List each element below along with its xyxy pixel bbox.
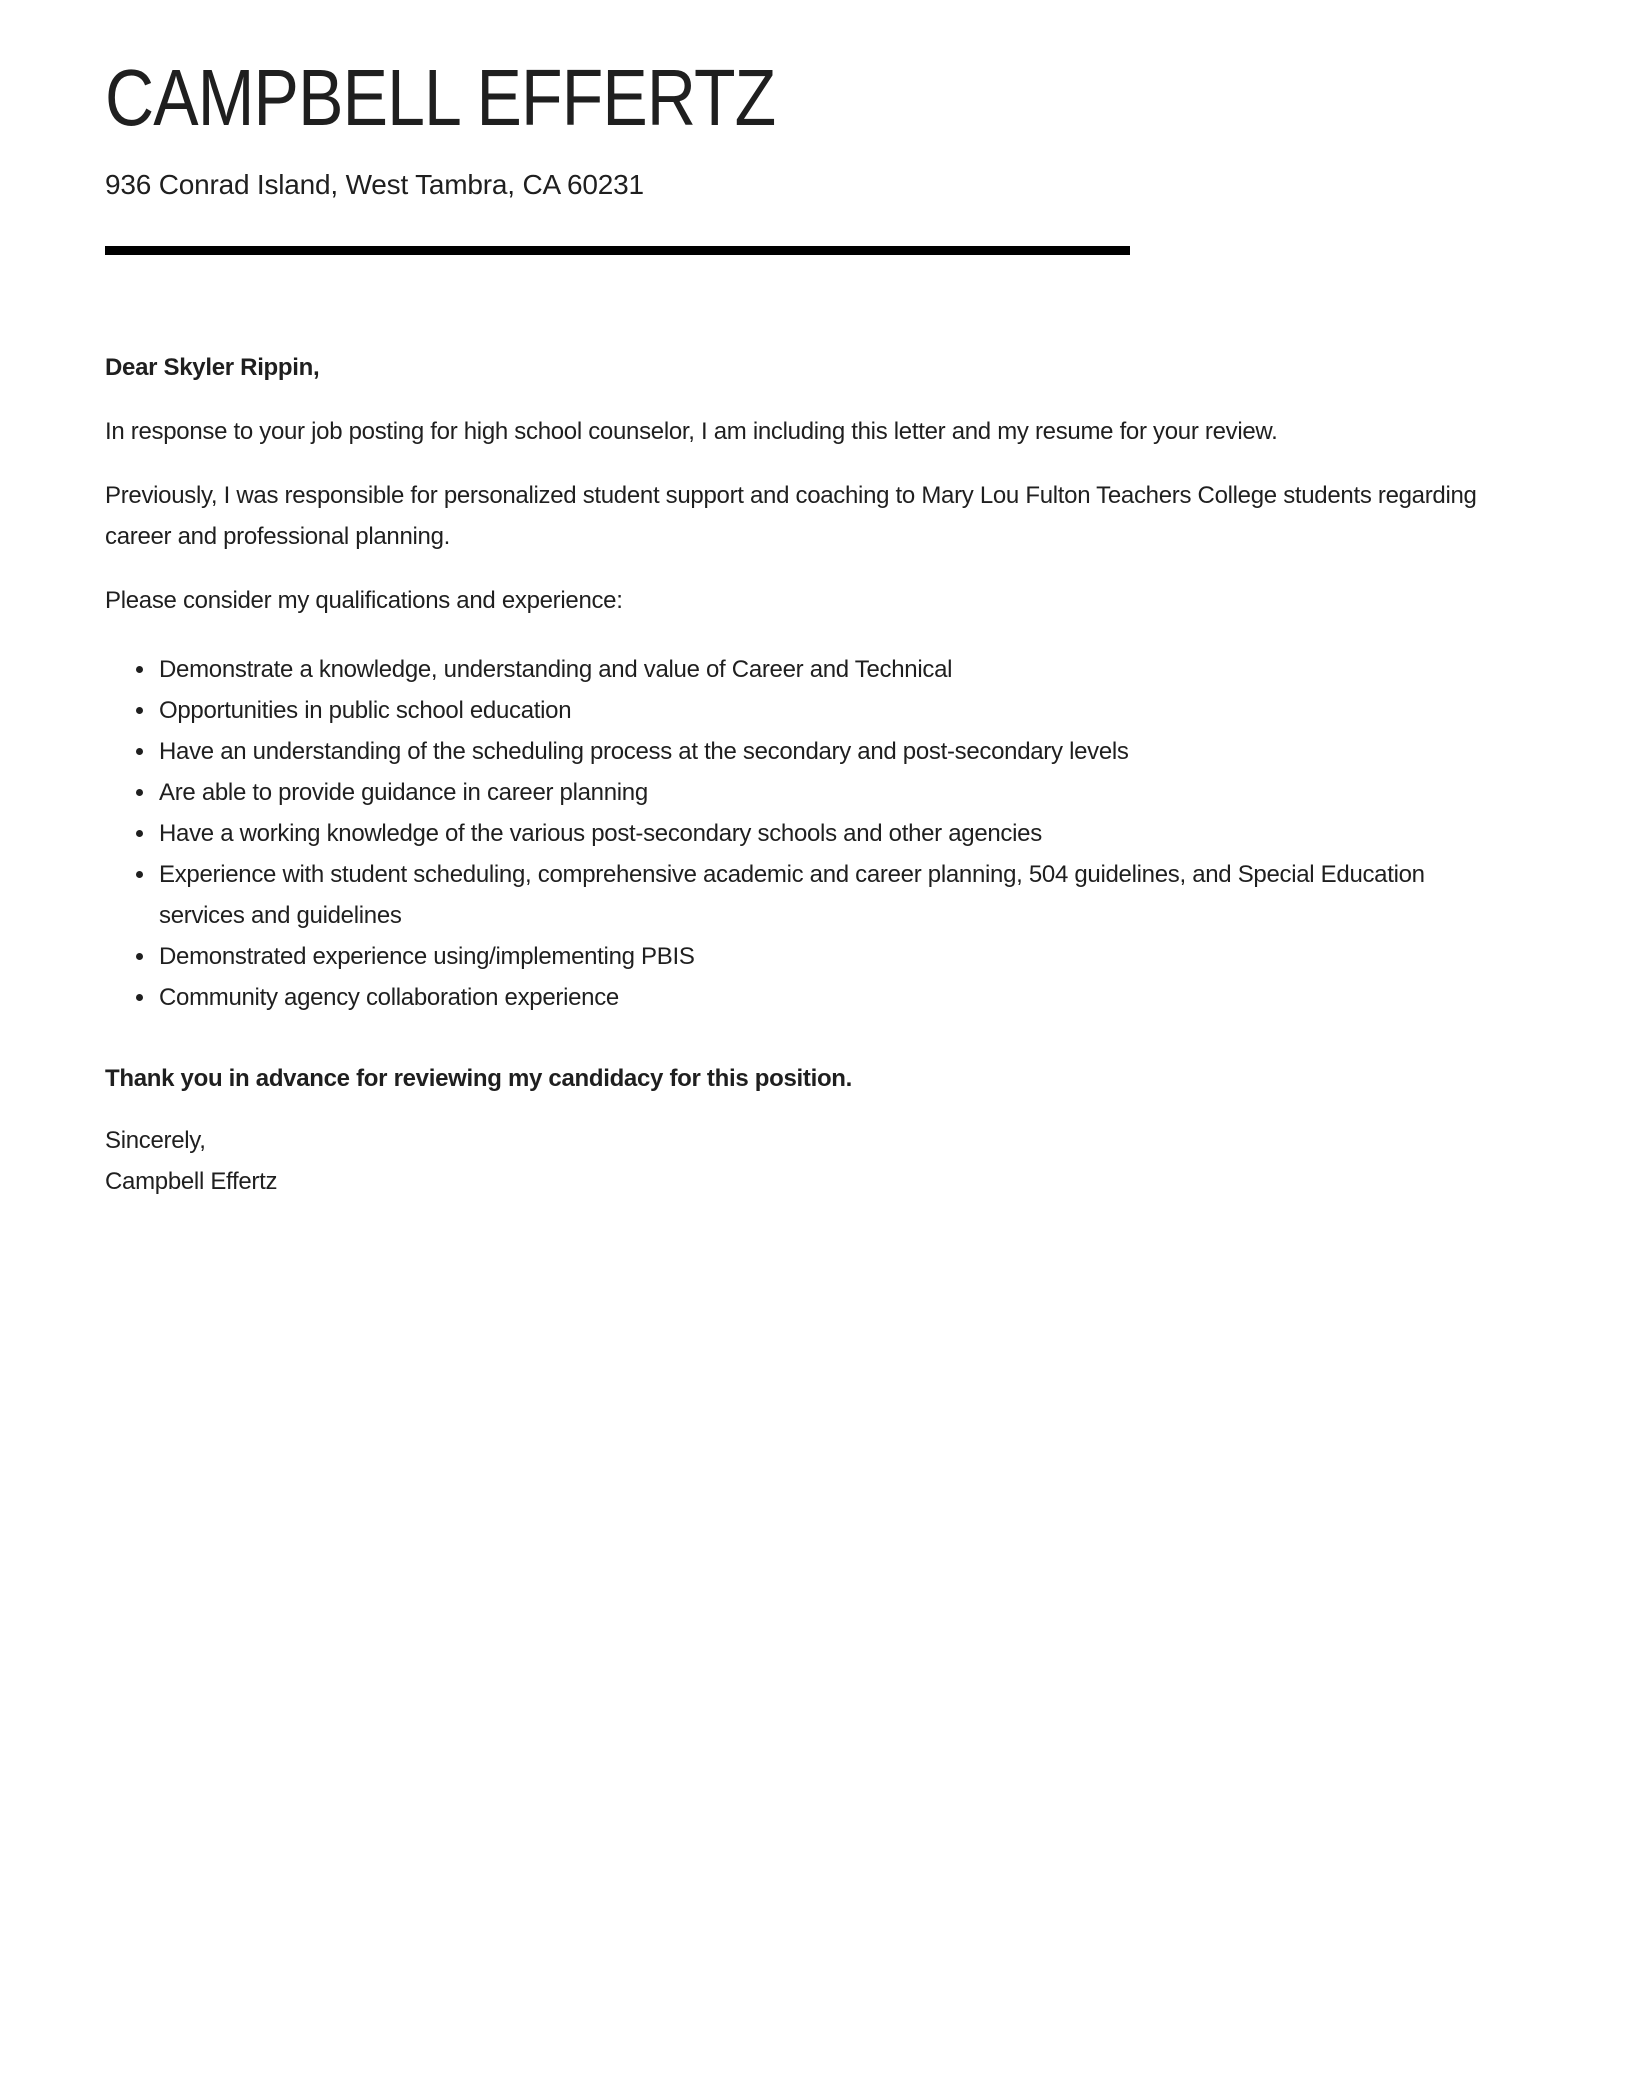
qualification-item: • Demonstrated experience using/implementing PBIS <box>157 936 1454 977</box>
qualification-item: • Have a working knowledge of the various post-secondary schools and other agencies <box>157 813 1454 854</box>
applicant-address: 936 Conrad Island, West Tambra, CA 60231 <box>105 169 644 200</box>
signature-name: Campbell Effertz <box>105 1168 278 1195</box>
qualifications-list <box>105 649 1527 1018</box>
applicant-name: CAMPBELL EFFERTZ <box>105 53 776 142</box>
signoff: Sincerely, <box>105 1127 206 1154</box>
paragraph-intro: In response to your job posting for high school counselor, I am including this letter and my resume for your review. <box>105 418 1278 445</box>
qualification-item: • Demonstrate a knowledge, understanding and value of Career and Technical <box>157 649 1454 690</box>
paragraph-experience: Previously, I was responsible for personalized student support and coaching to Mary Lou Fulton Teachers College students regarding career and professional planning. <box>105 482 1477 550</box>
paragraph-qualifications-lead: Please consider my qualifications and experience: <box>105 587 623 614</box>
closing-statement: Thank you in advance for reviewing my candidacy for this position. <box>105 1065 853 1092</box>
qualification-item: • Experience with student scheduling, comprehensive academic and career planning, 504 guidelines, and Special Education services and guidelines <box>157 854 1454 936</box>
signoff-block <box>105 1120 1527 1202</box>
qualification-item: • Have an understanding of the scheduling process at the secondary and post-secondary levels <box>157 731 1454 772</box>
letter-header <box>105 53 1527 255</box>
header-divider <box>105 246 1130 255</box>
salutation: Dear Skyler Rippin, <box>105 354 320 381</box>
qualification-item: • Community agency collaboration experience <box>157 977 1454 1018</box>
qualification-item: • Are able to provide guidance in career planning <box>157 772 1454 813</box>
qualification-item: • Opportunities in public school education <box>157 690 1454 731</box>
letter-body <box>105 347 1527 1202</box>
